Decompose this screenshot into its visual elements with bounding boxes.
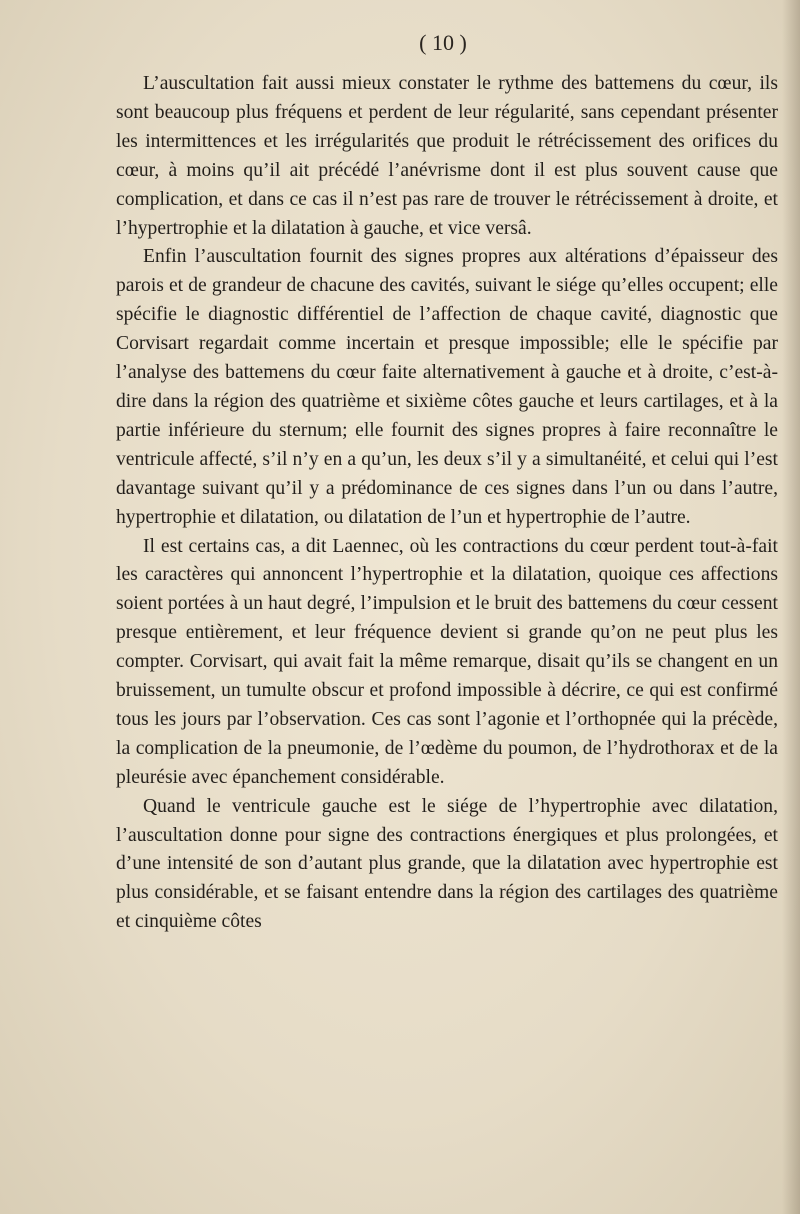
page-number: ( 10 )	[419, 30, 467, 55]
paragraph-1: L’auscultation fait aussi mieux constater le rythme des battemens du cœur, ils sont beaucoup plus fréquens et perdent de leur régularité, sans cependant présenter les intermittences et les irrégularités que produit le rétrécissement des orifices du cœur, à moins qu’il ait précédé l’anévrisme dont il est plus souvent cause que complication, et dans ce cas il n’est pas rare de trouver le rétrécissement à droite, et l’hypertrophie et la dilatation à gauche, et vice versâ.	[116, 73, 778, 239]
paragraph-4: Quand le ventricule gauche est le siége de l’hypertrophie avec dilatation, l’auscultation donne pour signe des contractions énergiques et plus prolongées, et d’une intensité de son d’autant plus grande, que la dilatation avec hypertrophie est plus considérable, et se faisant entendre dans la région des cartilages des quatrième et cinquième côtes	[116, 795, 778, 933]
body-text	[116, 70, 778, 937]
paragraph-3: Il est certains cas, a dit Laennec, où les contractions du cœur perdent tout-à-fait les caractères qui annoncent l’hypertrophie et la dilatation, quoique ces affections soient portées à un haut degré, l’impulsion et le bruit des battemens du cœur cessent presque entièrement, et leur fréquence devient si grande qu’on ne peut plus les compter. Corvisart, qui avait fait la même remarque, disait qu’ils se changent en un bruissement, un tumulte obscur et profond impossible à décrire, ce qui est confirmé tous les jours par l’observation. Ces cas sont l’agonie et l’orthopnée qui la précède, la complication de la pneumonie, de l’œdème du poumon, de l’hydrothorax et de la pleurésie avec épanchement considérable.	[116, 535, 778, 788]
paragraph-2: Enfin l’auscultation fournit des signes propres aux altérations d’épaisseur des parois et de grandeur de chacune des cavités, suivant le siége qu’elles occupent; elle spécifie le diagnostic différentiel de l’affection de chaque cavité, diagnostic que Corvisart regardait comme incertain et presque impossible; elle le spécifie par l’analyse des battemens du cœur faite alternativement à gauche et à droite, c’est-à-dire dans la région des quatrième et sixième côtes gauche et leurs cartilages, et à la partie inférieure du sternum; elle fournit des signes propres à faire reconnaître le ventricule affecté, s’il n’y en a qu’un, les deux s’il y a simultanéité, et celui qui l’est davantage suivant qu’il y a prédominance de ces signes dans l’un ou dans l’autre, hypertrophie et dilatation, ou dilatation de l’un et hypertrophie de l’autre.	[116, 246, 778, 528]
